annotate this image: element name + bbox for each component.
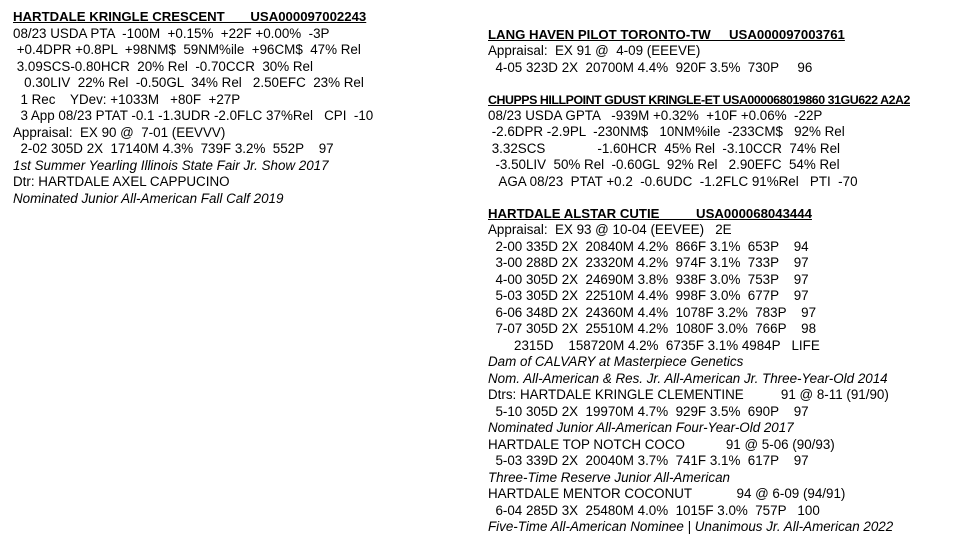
award-line: Nom. All-American & Res. Jr. All-American Jr. Three-Year-Old 2014 [488, 371, 888, 386]
record-line: 5-03 339D 2X 20040M 3.7% 741F 3.1% 617P 97 [488, 453, 809, 468]
daughter-line: Dtrs: HARTDALE KRINGLE CLEMENTINE 91 @ 8-11 (91/90) [488, 387, 889, 402]
record-line: 3-00 288D 2X 23320M 4.2% 974F 3.1% 733P 97 [488, 255, 809, 270]
daughter-line: HARTDALE MENTOR COCONUT 94 @ 6-09 (94/91) [488, 486, 846, 501]
record-line: 4-05 323D 2X 20700M 4.4% 920F 3.5% 730P 96 [488, 60, 813, 75]
appraisal-line: Appraisal: EX 91 @ 4-09 (EEEVE) [488, 43, 701, 58]
pta-line: +0.4DPR +0.8PL +98NM$ 59NM%ile +96CM$ 47% Rel [13, 42, 361, 57]
award-line: Nominated Junior All-American Fall Calf 2019 [13, 191, 284, 206]
appraisal-line: Appraisal: EX 90 @ 7-01 (EEVVV) [13, 125, 226, 140]
animal-heading-chupps-hillpoint-gdust-kringle: CHUPPS HILLPOINT GDUST KRINGLE-ET USA000068019860 31GU622 A2A2 [488, 93, 910, 107]
record-line: 7-07 305D 2X 25510M 4.2% 1080F 3.0% 766P 98 [488, 321, 817, 336]
record-line: 5-03 305D 2X 22510M 4.4% 998F 3.0% 677P 97 [488, 288, 809, 303]
animal-heading-hartdale-kringle-crescent: HARTDALE KRINGLE CRESCENT USA000097002243 [13, 9, 367, 24]
record-line: 5-10 305D 2X 19970M 4.7% 929F 3.5% 690P 97 [488, 404, 809, 419]
award-line: Nominated Junior All-American Four-Year-Old 2017 [488, 420, 794, 435]
record-line: 2-02 305D 2X 17140M 4.3% 739F 3.2% 552P 97 [13, 141, 334, 156]
record-line: 4-00 305D 2X 24690M 3.8% 938F 3.0% 753P 97 [488, 272, 809, 287]
daughter-line: Dtr: HARTDALE AXEL CAPPUCINO [13, 174, 230, 189]
pta-line: 0.30LIV 22% Rel -0.50GL 34% Rel 2.50EFC 23% Rel [13, 75, 364, 90]
award-line: Three-Time Reserve Junior All-American [488, 470, 730, 485]
animal-heading-lang-haven-pilot-toronto: LANG HAVEN PILOT TORONTO-TW USA000097003761 [488, 27, 845, 42]
lifetime-record-line: 2315D 158720M 4.2% 6735F 3.1% 4984P LIFE [488, 338, 820, 353]
pta-line: 3.09SCS-0.80HCR 20% Rel -0.70CCR 30% Rel [13, 59, 313, 74]
record-line: 6-04 285D 3X 25480M 4.0% 1015F 3.0% 757P 100 [488, 503, 820, 518]
gpta-line: -2.6DPR -2.9PL -230NM$ 10NM%ile -233CM$ 92% Rel [488, 124, 845, 139]
record-line: 2-00 335D 2X 20840M 4.2% 866F 3.1% 653P 94 [488, 239, 809, 254]
award-line: Dam of CALVARY at Masterpiece Genetics [488, 354, 744, 369]
award-line: 1st Summer Yearling Illinois State Fair Jr. Show 2017 [13, 158, 329, 173]
award-line: Five-Time All-American Nominee | Unanimous Jr. All-American 2022 [488, 519, 894, 534]
daughter-line: HARTDALE TOP NOTCH COCO 91 @ 5-06 (90/93) [488, 437, 835, 452]
gpta-line: 3.32SCS -1.60HCR 45% Rel -3.10CCR 74% Rel [488, 141, 841, 156]
gpta-line: 08/23 USDA GPTA -939M +0.32% +10F +0.06% -22P [488, 108, 823, 123]
record-line: 6-06 348D 2X 24360M 4.4% 1078F 3.2% 783P 97 [488, 305, 817, 320]
ptat-line: AGA 08/23 PTAT +0.2 -0.6UDC -1.2FLC 91%Rel PTI -70 [488, 174, 858, 189]
gpta-line: -3.50LIV 50% Rel -0.60GL 92% Rel 2.90EFC 54% Rel [488, 157, 840, 172]
pta-line: 1 Rec YDev: +1033M +80F +27P [13, 92, 241, 107]
appraisal-line: Appraisal: EX 93 @ 10-04 (EEVEE) 2E [488, 222, 732, 237]
pta-line: 08/23 USDA PTA -100M +0.15% +22F +0.00% -3P [13, 26, 330, 41]
animal-heading-hartdale-alstar-cutie: HARTDALE ALSTAR CUTIE USA000068043444 [488, 206, 812, 221]
ptat-line: 3 App 08/23 PTAT -0.1 -1.3UDR -2.0FLC 37%Rel CPI -10 [13, 108, 374, 123]
